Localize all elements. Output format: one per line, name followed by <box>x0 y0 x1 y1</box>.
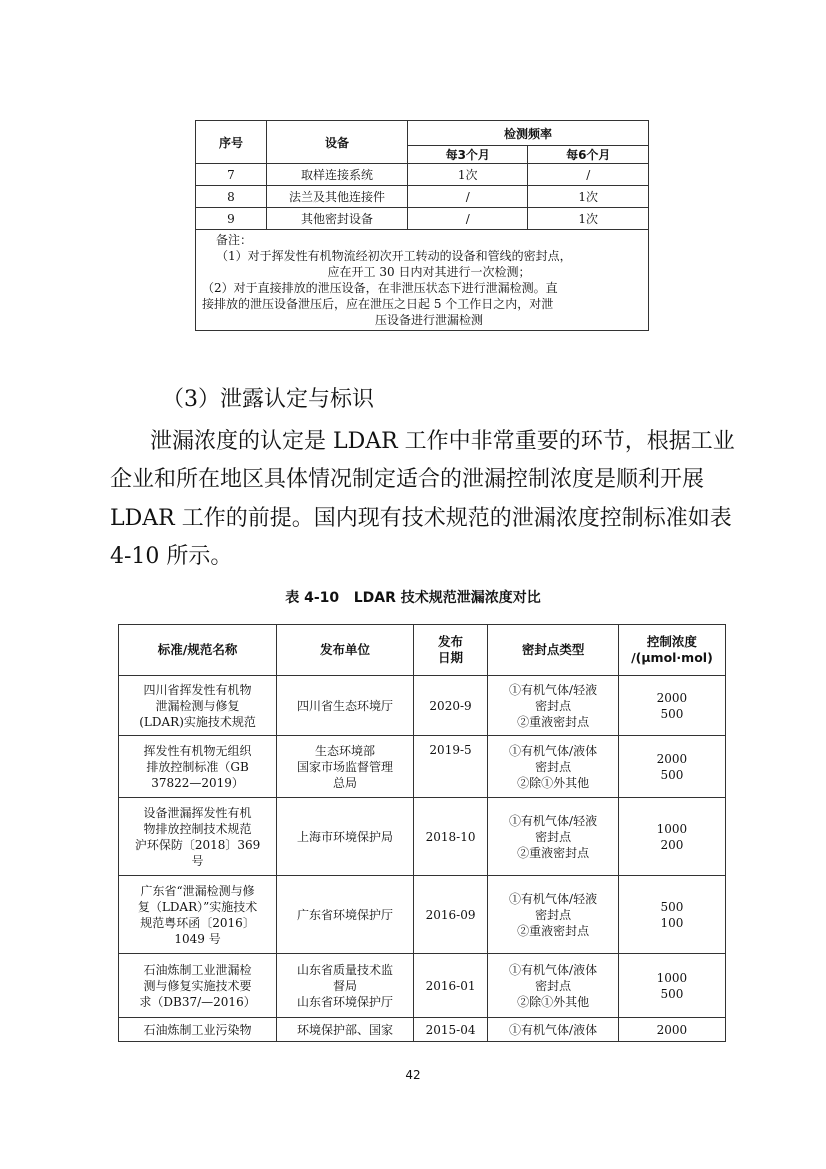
cell-conc: 2000 <box>618 1018 725 1042</box>
cell-freq6: 1次 <box>528 208 649 230</box>
cell-name: 广东省“泄漏检测与修 复（LDAR）”实施技术 规范粤环函〔2016〕 1049 号 <box>119 876 277 954</box>
header-freq-6m: 每6个月 <box>528 146 649 164</box>
table-row <box>119 798 726 876</box>
cell-freq3: 1次 <box>408 164 528 186</box>
paragraph-line: 企业和所在地区具体情况制定适合的泄漏控制浓度是顺利开展 <box>110 467 705 492</box>
table-note <box>196 230 649 331</box>
cell-seal: ①有机气体/轻液 密封点 ②重液密封点 <box>488 876 619 954</box>
table-row <box>119 676 726 736</box>
header-frequency: 检测频率 <box>408 121 649 146</box>
header-date: 发布 日期 <box>413 625 487 676</box>
header-equipment: 设备 <box>267 121 408 164</box>
cell-seal: ①有机气体/轻液 密封点 ②重液密封点 <box>488 798 619 876</box>
cell-org: 上海市环境保护局 <box>277 798 414 876</box>
cell-seal: ①有机气体/液体 <box>488 1018 619 1042</box>
cell-freq6: / <box>528 164 649 186</box>
cell-seal: ①有机气体/液体 密封点 ②除①外其他 <box>488 954 619 1018</box>
note-line: （2）对于直接排放的泄压设备，在非泄压状态下进行泄漏检测。直 <box>202 281 558 295</box>
cell-date: 2020-9 <box>413 676 487 736</box>
cell-name: 四川省挥发性有机物 泄漏检测与修复 (LDAR)实施技术规范 <box>119 676 277 736</box>
cell-seq: 9 <box>196 208 267 230</box>
section-heading: （3）泄露认定与标识 <box>162 387 374 412</box>
cell-date: 2016-01 <box>413 954 487 1018</box>
cell-seq: 8 <box>196 186 267 208</box>
table-row <box>119 954 726 1018</box>
table-row <box>119 1018 726 1042</box>
cell-equipment: 法兰及其他连接件 <box>267 186 408 208</box>
table-row <box>196 164 649 186</box>
cell-seq: 7 <box>196 164 267 186</box>
table-row <box>119 736 726 798</box>
paragraph-line: 4-10 所示。 <box>110 544 233 569</box>
cell-freq3: / <box>408 186 528 208</box>
header-seq: 序号 <box>196 121 267 164</box>
cell-name: 石油炼制工业污染物 <box>119 1018 277 1042</box>
paragraph-line: 泄漏浓度的认定是 LDAR 工作中非常重要的环节，根据工业 <box>150 429 735 454</box>
cell-seal: ①有机气体/轻液 密封点 ②重液密封点 <box>488 676 619 736</box>
cell-date: 2015-04 <box>413 1018 487 1042</box>
ldar-standards-table <box>118 624 726 1042</box>
cell-equipment: 其他密封设备 <box>267 208 408 230</box>
cell-conc: 1000 500 <box>618 954 725 1018</box>
cell-org: 生态环境部 国家市场监督管理 总局 <box>277 736 414 798</box>
cell-org: 四川省生态环境厅 <box>277 676 414 736</box>
cell-name: 石油炼制工业泄漏检 测与修复实施技术要 求（DB37/—2016） <box>119 954 277 1018</box>
cell-conc: 2000 500 <box>618 736 725 798</box>
cell-freq6: 1次 <box>528 186 649 208</box>
cell-name: 挥发性有机物无组织 排放控制标准（GB 37822—2019） <box>119 736 277 798</box>
cell-equipment: 取样连接系统 <box>267 164 408 186</box>
cell-org: 环境保护部、国家 <box>277 1018 414 1042</box>
page-number: 42 <box>405 1068 421 1082</box>
header-name: 标准/规范名称 <box>119 625 277 676</box>
paragraph-line: LDAR 工作的前提。国内现有技术规范的泄漏浓度控制标准如表 <box>110 506 732 531</box>
detection-frequency-table <box>195 120 649 331</box>
cell-org: 山东省质量技术监 督局 山东省环境保护厅 <box>277 954 414 1018</box>
table-row <box>196 186 649 208</box>
cell-org: 广东省环境保护厅 <box>277 876 414 954</box>
header-freq-3m: 每3个月 <box>408 146 528 164</box>
note-line: （1）对于挥发性有机物流经初次开工转动的设备和管线的密封点， <box>216 249 572 263</box>
header-seal: 密封点类型 <box>488 625 619 676</box>
cell-name: 设备泄漏挥发性有机 物排放控制技术规范 沪环保防〔2018〕369 号 <box>119 798 277 876</box>
cell-seal: ①有机气体/液体 密封点 ②除①外其他 <box>488 736 619 798</box>
note-line: 应在开工 30 日内对其进行一次检测； <box>327 265 531 279</box>
cell-conc: 500 100 <box>618 876 725 954</box>
header-org: 发布单位 <box>277 625 414 676</box>
note-line: 接排放的泄压设备泄压后，应在泄压之日起 5 个工作日之内，对泄 <box>202 297 554 311</box>
cell-conc: 1000 200 <box>618 798 725 876</box>
cell-date: 2018-10 <box>413 798 487 876</box>
table-row <box>196 208 649 230</box>
table-caption: 表 4-10 LDAR 技术规范泄漏浓度对比 <box>285 590 541 606</box>
cell-date: 2019-5 <box>413 736 487 798</box>
cell-freq3: / <box>408 208 528 230</box>
header-conc: 控制浓度 /(μmol·mol) <box>618 625 725 676</box>
cell-conc: 2000 500 <box>618 676 725 736</box>
note-line: 压设备进行泄漏检测 <box>374 313 483 327</box>
note-line: 备注： <box>216 233 253 247</box>
table-row <box>119 876 726 954</box>
cell-date: 2016-09 <box>413 876 487 954</box>
